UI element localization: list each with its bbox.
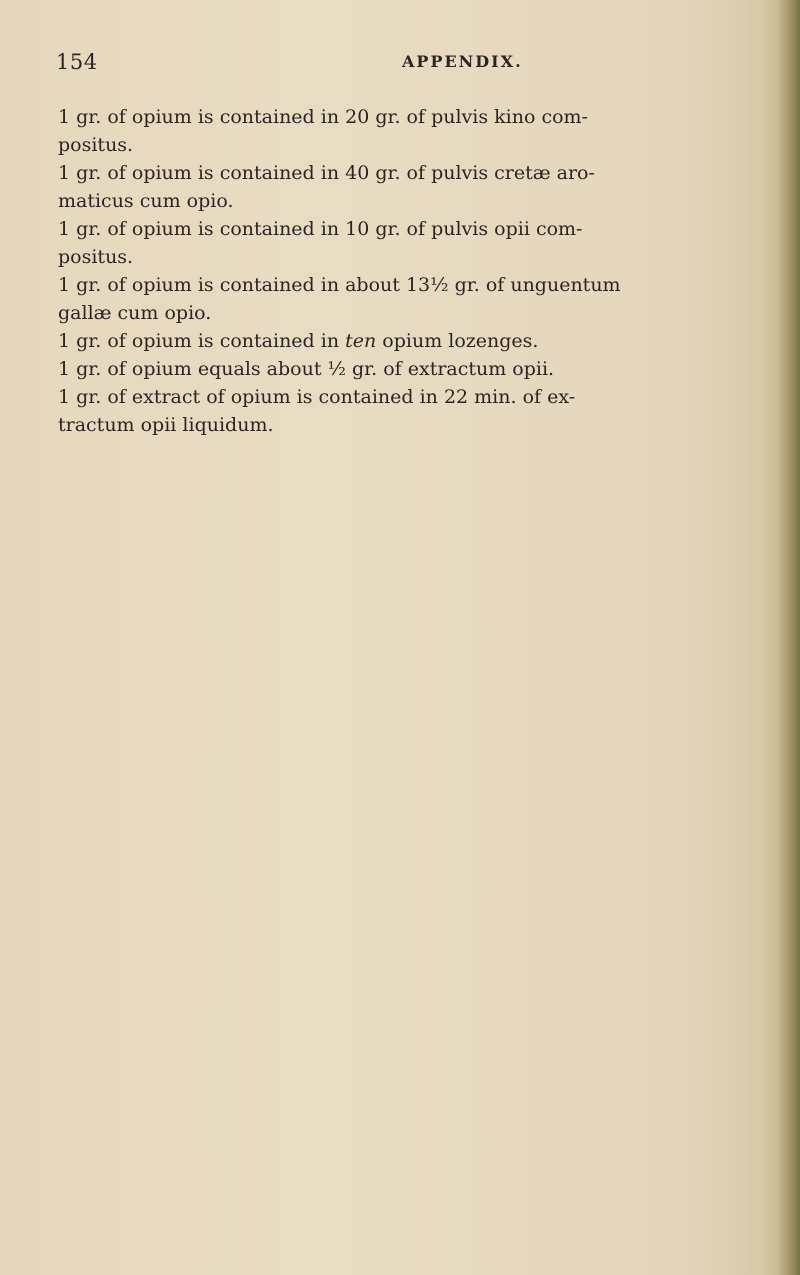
page-number: 154: [56, 50, 98, 74]
page-edge-shadow: [778, 0, 800, 1275]
emphasis-text: ten: [345, 330, 377, 352]
list-item: [58, 103, 748, 159]
entry-line: 1 gr. of opium is contained in 40 gr. of pulvis cretæ aro-: [58, 162, 595, 184]
list-item: [58, 159, 748, 215]
entry-line-continued: positus.: [58, 246, 134, 268]
list-item: [58, 215, 748, 271]
running-head: APPENDIX.: [402, 52, 523, 71]
body-text: [58, 103, 748, 439]
entry-line: [58, 327, 748, 355]
list-item: [58, 355, 748, 383]
entry-line: 1 gr. of extract of opium is contained in 22 min. of ex-: [58, 386, 576, 408]
entry-line-continued: maticus cum opio.: [58, 190, 234, 212]
entry-line: 1 gr. of opium is contained in 10 gr. of pulvis opii com-: [58, 218, 583, 240]
entry-line: 1 gr. of opium is contained in 20 gr. of pulvis kino com-: [58, 106, 588, 128]
entry-line: 1 gr. of opium is contained in about 13½ gr. of unguentum: [58, 274, 621, 296]
entry-line-continued: positus.: [58, 134, 134, 156]
list-item: [58, 271, 748, 327]
entry-line-continued: gallæ cum opio.: [58, 302, 212, 324]
list-item: [58, 383, 748, 439]
entry-text: 1 gr. of opium is contained in: [58, 330, 346, 352]
page-header: [56, 50, 746, 80]
entry-line-continued: tractum opii liquidum.: [58, 414, 274, 436]
list-item: [58, 327, 748, 355]
entry-line: 1 gr. of opium equals about ½ gr. of extractum opii.: [58, 358, 555, 380]
entry-text: opium lozenges.: [376, 330, 539, 352]
